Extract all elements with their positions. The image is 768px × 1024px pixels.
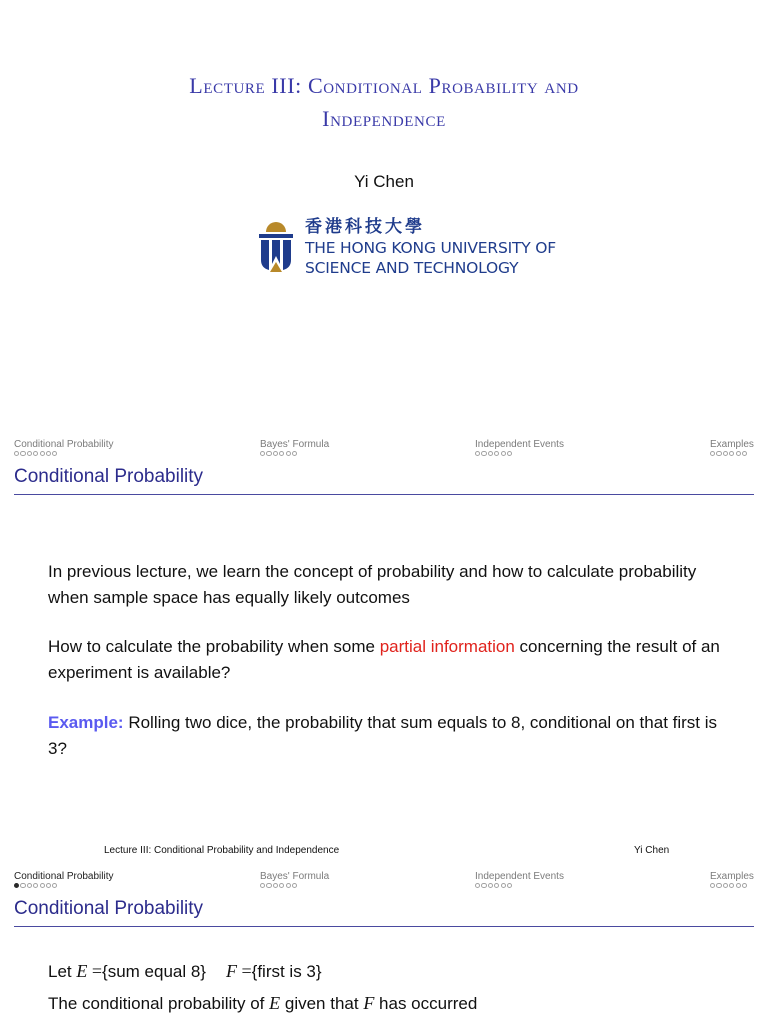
slide3-event-definitions [48,958,738,985]
nav-dot[interactable] [286,451,291,456]
nav-dot[interactable] [20,451,25,456]
nav-section-examples[interactable] [710,439,754,456]
nav-label: Examples [710,439,754,450]
nav-dot[interactable] [33,451,38,456]
slide2-paragraph-1: In previous lecture, we learn the concept of probability and how to calculate probability when sample space has equally likely outcomes [48,562,697,607]
nav-dot[interactable] [279,451,284,456]
nav-section-bayes-formula[interactable] [260,439,329,456]
hkust-logo [256,214,576,280]
nav-label: Examples [710,871,754,882]
nav-dot[interactable] [27,883,32,888]
nav-label: Bayes' Formula [260,439,330,450]
nav-label: Conditional Probability [14,871,114,882]
example-text: Rolling two dice, the probability that sum equals to 8, conditional on that first is 3? [48,713,718,758]
footer-lecture-title: Lecture III: Conditional Probability and Independence [104,845,340,856]
event-f-set: {first is 3} [251,962,322,981]
nav-dot[interactable] [729,883,734,888]
nav-dot[interactable] [488,451,493,456]
nav-dot[interactable] [488,883,493,888]
nav-dot[interactable] [481,451,486,456]
nav-dot[interactable] [501,883,506,888]
let-word: Let [48,962,77,981]
nav-dot[interactable] [286,883,291,888]
nav-dot-current[interactable] [14,883,19,888]
nav-dot[interactable] [273,451,278,456]
nav-dots [260,451,329,456]
footer-author: Yi Chen [634,845,670,856]
nav-dots [710,451,754,456]
slide3-frame-title: Conditional Probability [14,898,204,919]
nav-dot[interactable] [266,451,271,456]
nav-dot[interactable] [40,883,45,888]
text: has occurred [374,994,478,1013]
nav-dot[interactable] [501,451,506,456]
nav-dot[interactable] [33,883,38,888]
nav-dot[interactable] [273,883,278,888]
nav-dot[interactable] [494,451,499,456]
nav-dot[interactable] [710,451,715,456]
logo-english-line-2: SCIENCE AND TECHNOLOGY [305,259,519,277]
title-author: Yi Chen [354,172,414,191]
nav-dots [14,451,114,456]
nav-dot[interactable] [475,883,480,888]
nav-dot[interactable] [292,883,297,888]
nav-dot[interactable] [279,883,284,888]
event-e-symbol: E [269,993,281,1013]
lecture-title-line-1: Lecture III: Conditional Probability and [189,73,579,98]
nav-section-bayes-formula[interactable] [260,871,329,888]
nav-dot[interactable] [742,451,747,456]
nav-dot[interactable] [723,883,728,888]
nav-label: Bayes' Formula [260,871,330,882]
nav-dot[interactable] [736,451,741,456]
event-e-symbol: E [76,961,88,981]
nav-dot[interactable] [716,883,721,888]
nav-dot[interactable] [729,451,734,456]
nav-section-conditional-probability[interactable] [14,871,114,888]
nav-dot[interactable] [266,883,271,888]
event-f-symbol: F [363,993,375,1013]
nav-dot[interactable] [46,883,51,888]
nav-dot[interactable] [494,883,499,888]
text: The conditional probability of [48,994,270,1013]
slide3-conditional-statement [48,990,738,1017]
nav-dot[interactable] [507,883,512,888]
slide2-paragraph-2 [48,634,738,686]
equals-sign: = [236,961,252,981]
nav-dot[interactable] [481,883,486,888]
slide3-title-rule [14,926,754,927]
text: given that [280,994,364,1013]
nav-dot[interactable] [260,451,265,456]
nav-section-conditional-probability[interactable] [14,439,114,456]
nav-dot[interactable] [20,883,25,888]
nav-dot[interactable] [260,883,265,888]
nav-label: Independent Events [475,871,564,882]
event-e-set: {sum equal 8} [102,962,206,981]
nav-dot[interactable] [507,451,512,456]
nav-dot[interactable] [742,883,747,888]
slide2-example [48,710,738,762]
partial-information-highlight: partial information [379,637,515,656]
nav-section-independent-events[interactable] [475,439,564,456]
slide2-nav-header [0,439,768,461]
nav-dots [14,883,114,888]
nav-label: Independent Events [475,439,564,450]
logo-text [305,216,556,278]
nav-label: Conditional Probability [14,439,114,450]
lecture-title-line-2: Independence [322,106,446,131]
nav-dot[interactable] [475,451,480,456]
nav-dots [260,883,329,888]
nav-dot[interactable] [14,451,19,456]
nav-dot[interactable] [52,883,57,888]
slide2-title-rule [14,494,754,495]
nav-section-independent-events[interactable] [475,871,564,888]
nav-dot[interactable] [716,451,721,456]
text: How to calculate the probability when some [48,637,380,656]
nav-dots [710,883,754,888]
slide3-nav-header [0,871,768,893]
nav-section-examples[interactable] [710,871,754,888]
logo-english-line-1: THE HONG KONG UNIVERSITY OF [305,239,556,257]
nav-dot[interactable] [723,451,728,456]
event-f-symbol: F [225,961,237,981]
nav-dot[interactable] [40,451,45,456]
slide2-frame-title: Conditional Probability [14,466,204,487]
hkust-emblem-icon [256,216,296,278]
equals-sign: = [87,961,103,981]
logo-chinese-name: 香港科技大學 [305,217,425,237]
nav-dots [475,883,564,888]
nav-dot[interactable] [292,451,297,456]
nav-dots [475,451,564,456]
nav-dot[interactable] [736,883,741,888]
nav-dot[interactable] [46,451,51,456]
nav-dot[interactable] [710,883,715,888]
nav-dot[interactable] [27,451,32,456]
example-label: Example: [48,713,124,732]
nav-dot[interactable] [52,451,57,456]
text: concerning the result of an experiment is available? [48,637,720,682]
